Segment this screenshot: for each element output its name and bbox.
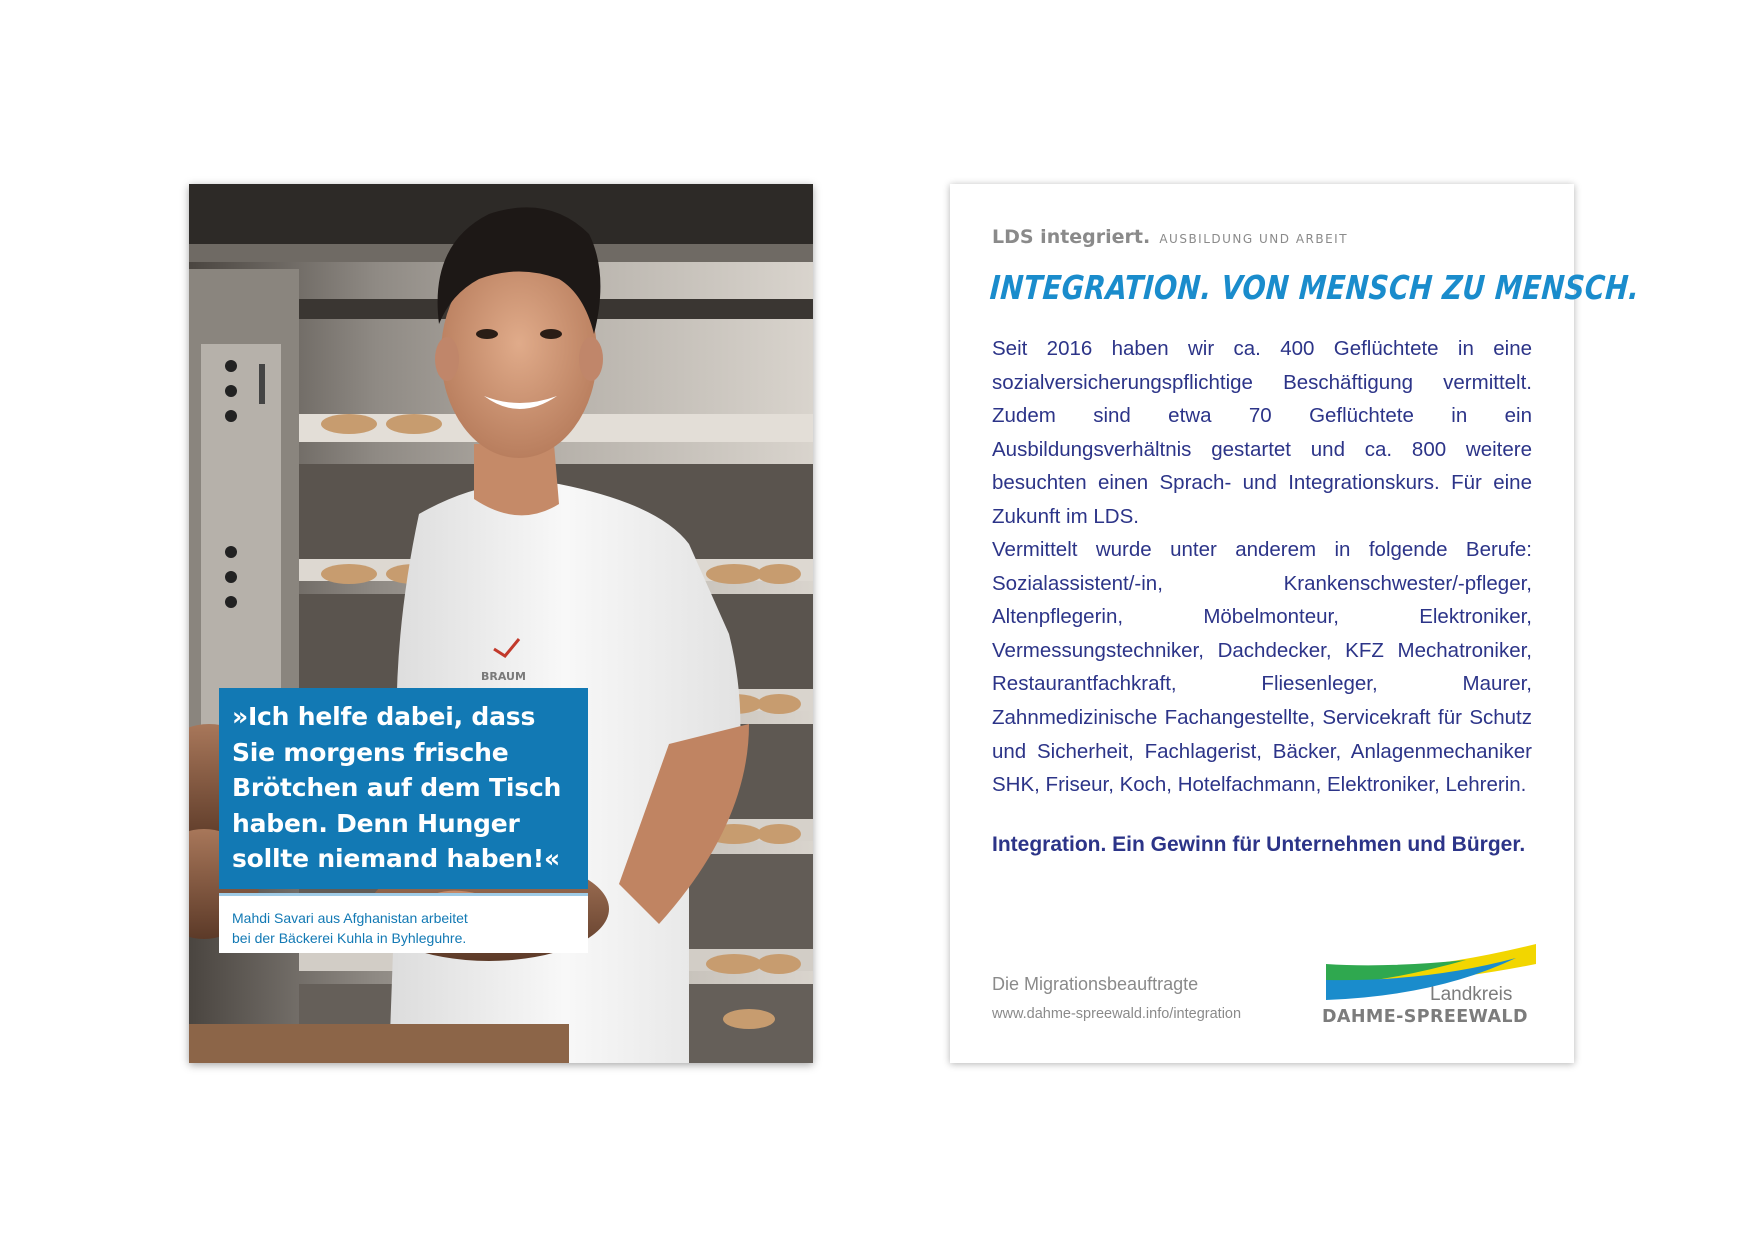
front-card: [189, 184, 813, 1063]
kicker-section: AUSBILDUNG UND ARBEIT: [1159, 232, 1349, 246]
shirt-logo: BRAUM: [481, 670, 526, 683]
headline: INTEGRATION. VON MENSCH ZU MENSCH.: [988, 268, 1641, 307]
professions-paragraph: Vermittelt wurde unter anderem in folgende Berufe: Sozialassistent/-in, Krankenschwester/-pfleger, Altenpflegerin, Möbelmonteur, Elektroniker, Vermessungstechniker, Dachdecker, KFZ Mechatroniker, Restaurantfachkraft, Fliesenleger, Maurer, Zahnmedizinische Fachangestellte, Servicekraft für Schutz und Sicherheit, Fachlagerist, Bäcker, Anlagenmechaniker SHK, Friseur, Koch, Hotelfachmann, Elektroniker, Lehrerin.: [992, 538, 1532, 797]
intro-paragraph: Seit 2016 haben wir ca. 400 Geflüchtete in eine sozialversicherungspflichtige Beschäftigung vermittelt. Zudem sind etwa 70 Geflüchtete in ein Ausbildungsverhältnis gestartet und ca. 800 weitere besuchten einen Sprach- und Integrationskurs. Für eine Zukunft im LDS.: [992, 337, 1532, 528]
quote-box: [219, 688, 588, 889]
tagline: Integration. Ein Gewinn für Unternehmen und Bürger.: [992, 833, 1526, 856]
kicker-brand: LDS integriert.: [992, 226, 1151, 248]
footer-label: Die Migrationsbeauftragte: [992, 974, 1199, 994]
back-card: [950, 184, 1641, 1063]
caption-box: [219, 893, 588, 953]
landkreis-logo: [1316, 936, 1536, 1028]
kicker: [992, 226, 1348, 248]
logo-line2: DAHME-SPREEWALD: [1322, 1007, 1528, 1027]
quote-text: »Ich helfe dabei, dass Sie morgens frische Brötchen auf dem Tisch haben. Denn Hunger sollte niemand haben!«: [232, 702, 562, 873]
photo-caption: Mahdi Savari aus Afghanistan arbeitet bei der Bäckerei Kuhla in Byhleguhre.: [232, 910, 468, 946]
footer-url: www.dahme-spreewald.info/integration: [992, 1006, 1242, 1022]
logo-line1: Landkreis: [1430, 984, 1513, 1005]
